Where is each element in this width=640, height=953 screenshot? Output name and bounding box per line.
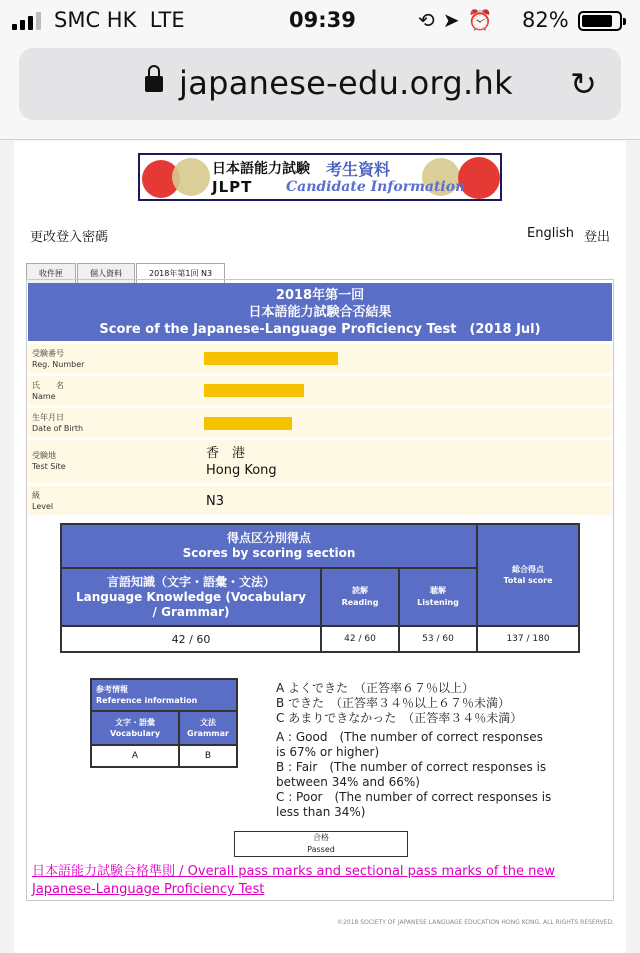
tab-personal-info[interactable]: 個人資料 [77,263,135,283]
reading-header: 読解 Reading [321,568,399,626]
level-value: N3 [206,494,224,509]
listening-score: 53 / 60 [399,626,477,652]
reg-number-row: 受験番号 Reg. Number [28,344,612,374]
pass-marks-link[interactable]: 日本語能力試験合格準則 / Overall pass marks and sectional pass marks of the new Japanese-Language Proficiency Test [32,864,555,897]
address-bar[interactable] [19,48,621,120]
test-site-value: 香 港 Hong Kong [206,446,277,478]
reference-header: 参考情報 Reference information [91,679,237,711]
english-link[interactable]: English [527,226,574,241]
web-page [14,141,626,953]
language-knowledge-header: 言語知識（文字・語彙・文法） Language Knowledge (Vocabulary / Grammar) [61,568,321,626]
url-text[interactable]: japanese-edu.org.hk [179,64,513,102]
dob-row: 生年月日 Date of Birth [28,408,612,438]
signal-strength-icon [12,12,41,30]
vocabulary-header: 文字・語彙 Vocabulary [91,711,179,745]
clock: 09:39 [289,8,356,32]
redacted-reg-number [204,352,338,365]
scores-table [60,523,580,653]
grammar-grade: B [179,745,237,767]
banner-zh-title: 考生資料 [326,160,391,179]
reading-score: 42 / 60 [321,626,399,652]
test-site-row: 受験地 Test Site 香 港 Hong Kong [28,440,612,484]
listening-header: 聴解 Listening [399,568,477,626]
grammar-header: 文法 Grammar [179,711,237,745]
total-score-header: 総合得点 Total score [477,524,579,626]
copyright: ©2018 SOCIETY OF JAPANESE LANGUAGE EDUCATION HONG KONG. ALL RIGHTS RESERVED. [337,919,614,926]
redacted-dob [204,417,292,430]
battery-percentage: 82% [522,8,569,32]
level-row: 級 Level N3 [28,486,612,516]
logout-link[interactable]: 登出 [583,230,610,245]
language-knowledge-score: 42 / 60 [61,626,321,652]
pass-result-box: 合格 Passed [234,831,408,857]
redacted-name [204,384,304,397]
scores-section-header: 得点区分別得点 Scores by scoring section [61,524,477,568]
banner-jlpt-logo: JLPT [212,178,253,196]
reference-table [90,678,238,768]
carrier-label: SMC HK LTE [54,8,185,32]
name-row: 氏 名 Name [28,376,612,406]
banner-en-title: Candidate Information [286,179,466,195]
tab-inbox[interactable]: 收件匣 [26,263,76,283]
jlpt-banner [138,153,502,201]
result-header: 2018年第一回 日本語能力試験合否結果 Score of the Japanese-Language Proficiency Test (2018 Jul) [28,283,612,341]
grade-legend: A よくできた （正答率６７％以上） B できた （正答率３４％以上６７％未満） C あまりできなかった （正答率３４％未満） A : Good (The number of correct responses is 67% or higher) B : Fair (The number of correct responses is between 34% and 66%) C : Poor (The number of correct responses is less than 34%) [276,681,552,819]
battery-icon [578,11,622,31]
change-password-link[interactable]: 更改登入密碼 [30,230,109,245]
location-arrow-icon: ➤ [442,8,460,32]
vocabulary-grade: A [91,745,179,767]
lock-icon [145,76,163,92]
tab-exam-result[interactable]: 2018年第1回 N3 [136,263,225,283]
banner-jp-title: 日本語能力試験 [212,161,310,177]
browser-toolbar [0,40,640,140]
alarm-icon: ⏰ [467,8,493,32]
reload-icon[interactable]: ↻ [570,65,597,103]
rotation-lock-icon: ⟲ [418,8,435,32]
status-bar [0,0,640,40]
total-score: 137 / 180 [477,626,579,652]
